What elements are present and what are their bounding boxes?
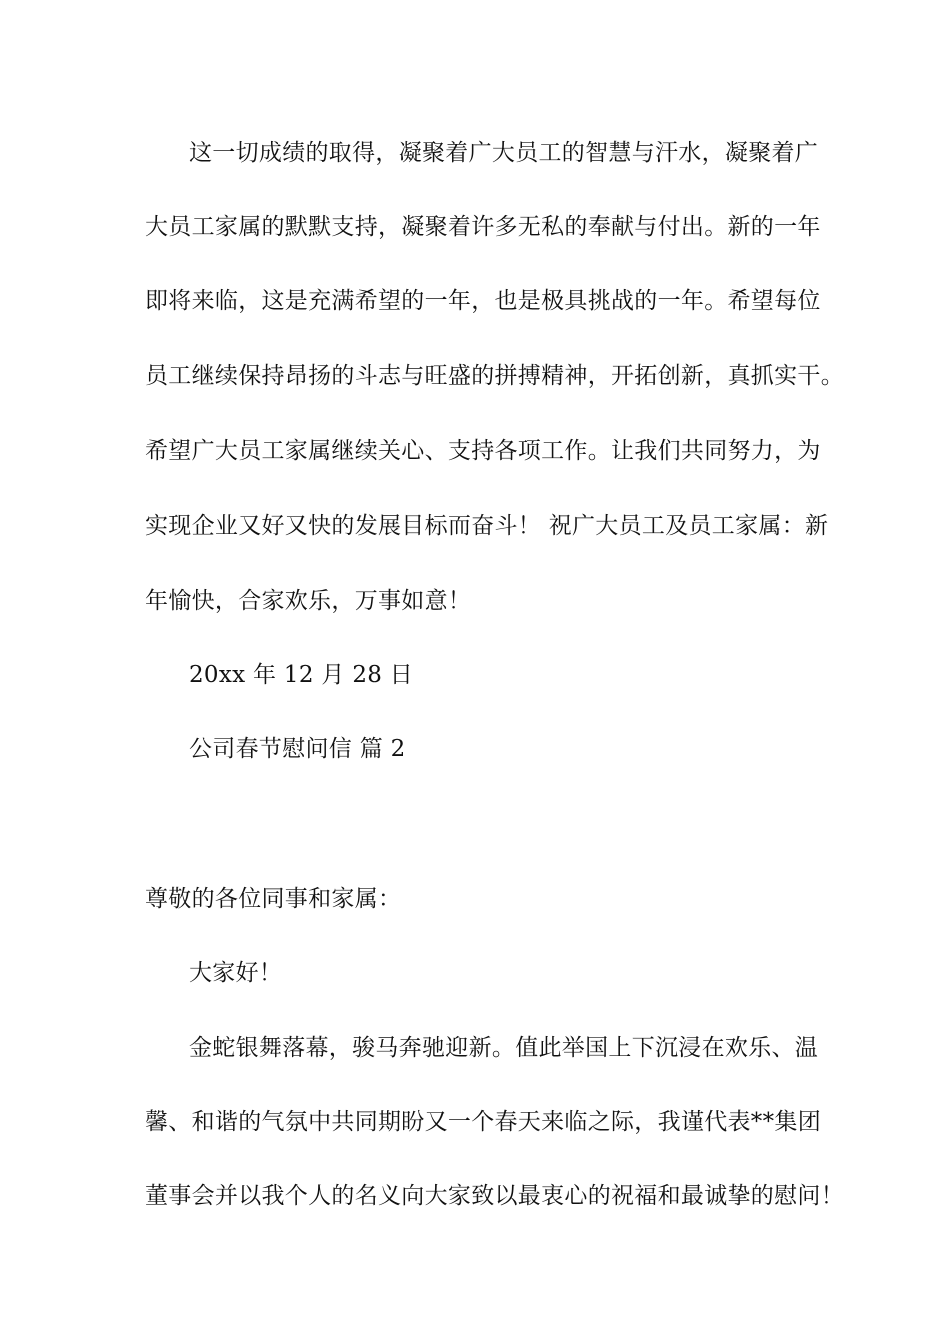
paragraph-line: 馨、和谐的气氛中共同期盼又一个春天来临之际，我谨代表**集团 <box>145 1109 821 1135</box>
paragraph-line: 这一切成绩的取得，凝聚着广大员工的智慧与汗水，凝聚着广 <box>189 140 819 166</box>
greeting: 大家好！ <box>189 960 283 986</box>
paragraph-line: 董事会并以我个人的名义向大家致以最衷心的祝福和最诚挚的慰问！ <box>145 1183 844 1209</box>
paragraph-line: 即将来临，这是充满希望的一年，也是极具挑战的一年。希望每位 <box>145 288 821 314</box>
section-heading: 公司春节慰问信 篇 2 <box>189 736 406 762</box>
paragraph-line: 大员工家属的默默支持，凝聚着许多无私的奉献与付出。新的一年 <box>145 214 821 240</box>
paragraph-line: 实现企业又好又快的发展目标而奋斗！ 祝广大员工及员工家属：新 <box>145 513 829 539</box>
paragraph-line: 希望广大员工家属继续关心、支持各项工作。让我们共同努力，为 <box>145 438 821 464</box>
date-line: 20xx 年 12 月 28 日 <box>189 662 414 688</box>
paragraph-line: 金蛇银舞落幕，骏马奔驰迎新。值此举国上下沉浸在欢乐、温 <box>189 1035 819 1061</box>
paragraph-line: 年愉快，合家欢乐，万事如意！ <box>145 588 472 614</box>
salutation: 尊敬的各位同事和家属： <box>145 886 402 912</box>
paragraph-line: 员工继续保持昂扬的斗志与旺盛的拼搏精神，开拓创新，真抓实干。 <box>145 363 844 389</box>
